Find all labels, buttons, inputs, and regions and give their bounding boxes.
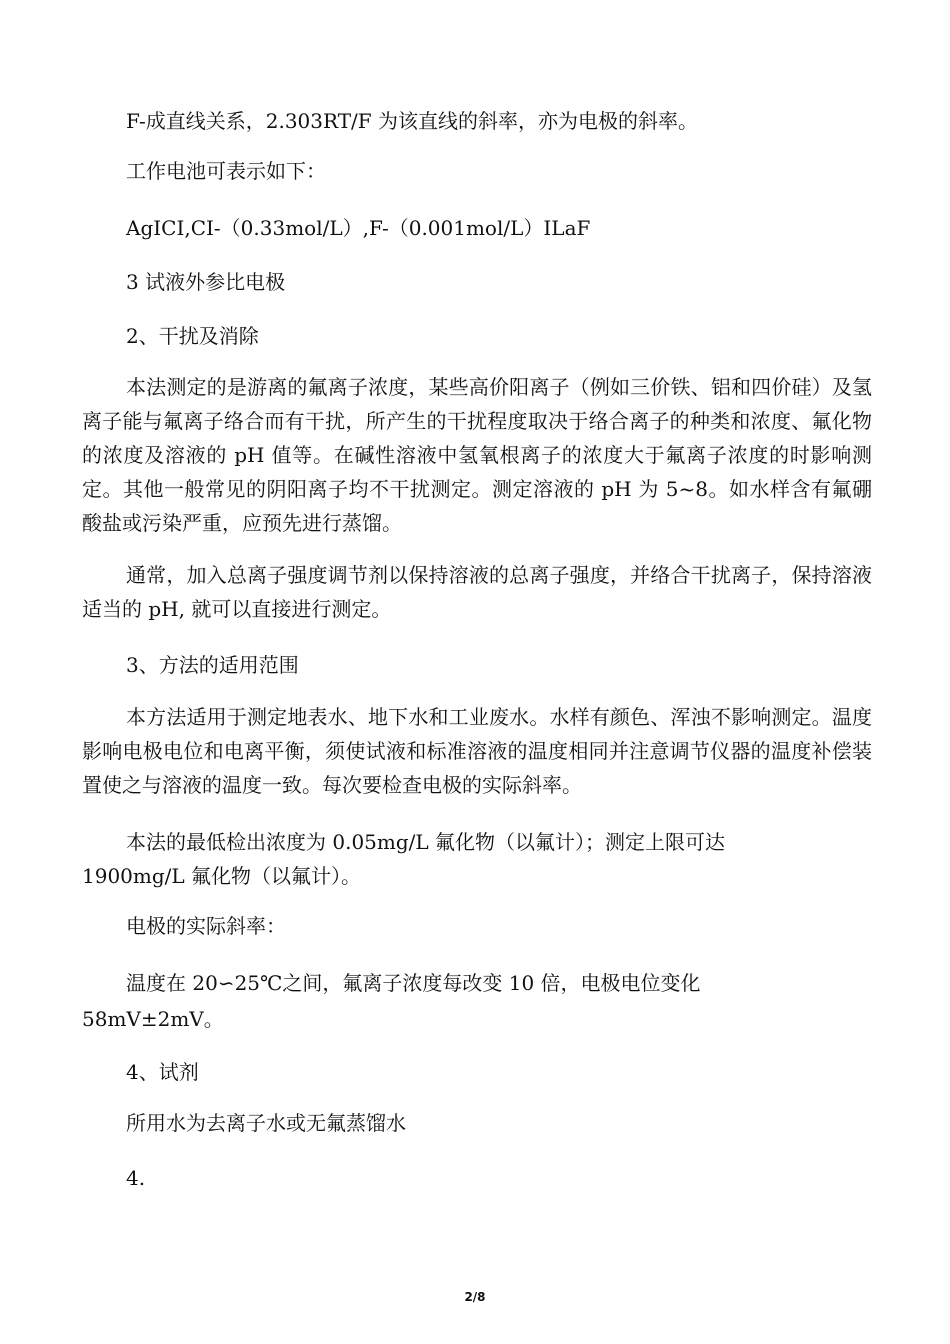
section-3-heading: 3、方法的适用范围	[126, 653, 299, 677]
scope-paragraph: 本方法适用于测定地表水、地下水和工业废水。水样有颜色、浑浊不影响测定。温度影响电极电位和电离平衡，须使试液和标准溶液的温度相同并注意调节仪器的温度补偿装置使之与溶液的温度一致。每次要检查电极的实际斜率。	[82, 705, 872, 797]
temperature-line-2: 58mV±2mV。	[82, 1007, 224, 1031]
slope-heading: 电极的实际斜率：	[126, 914, 286, 938]
section-2-heading: 2、干扰及消除	[126, 324, 259, 348]
slope-sentence: F-成直线关系，2.303RT/F 为该直线的斜率，亦为电极的斜率。	[126, 109, 699, 133]
section-4-heading: 4、试剂	[126, 1060, 199, 1084]
detection-limit-line-2: 1900mg/L 氟化物（以氟计）。	[82, 864, 362, 888]
detection-limit-line-1: 本法的最低检出浓度为 0.05mg/L 氟化物（以氟计）；测定上限可达	[126, 830, 726, 854]
cell-expression: AgⅠCI,CI-（0.33mol/L）,F-（0.001mol/L）ⅠLaF	[126, 216, 591, 240]
reference-electrode-line: 3 试液外参比电极	[126, 270, 286, 294]
item-4-dot: 4.	[126, 1166, 146, 1190]
page-number: 2/8	[464, 1290, 486, 1304]
cell-intro-line: 工作电池可表示如下：	[126, 159, 326, 183]
interference-paragraph: 本法测定的是游离的氟离子浓度，某些高价阳离子（例如三价铁、铝和四价硅）及氢离子能与氟离子络合而有干扰，所产生的干扰程度取决于络合离子的种类和浓度、氟化物的浓度及溶液的 pH 值等。在碱性溶液中氢氧根离子的浓度大于氟离子浓度的时影响测定。其他一般常见的阴阳离子均不干扰测定。测定溶液的 pH 为 5~8。如水样含有氟硼酸盐或污染严重，应预先进行蒸馏。	[82, 375, 872, 535]
tisab-paragraph: 通常，加入总离子强度调节剂以保持溶液的总离子强度，并络合干扰离子，保持溶液适当的 pH, 就可以直接进行测定。	[82, 563, 872, 621]
water-line: 所用水为去离子水或无氟蒸馏水	[126, 1111, 406, 1135]
temperature-line-1: 温度在 20∽25℃之间，氟离子浓度每改变 10 倍，电极电位变化	[126, 971, 701, 995]
